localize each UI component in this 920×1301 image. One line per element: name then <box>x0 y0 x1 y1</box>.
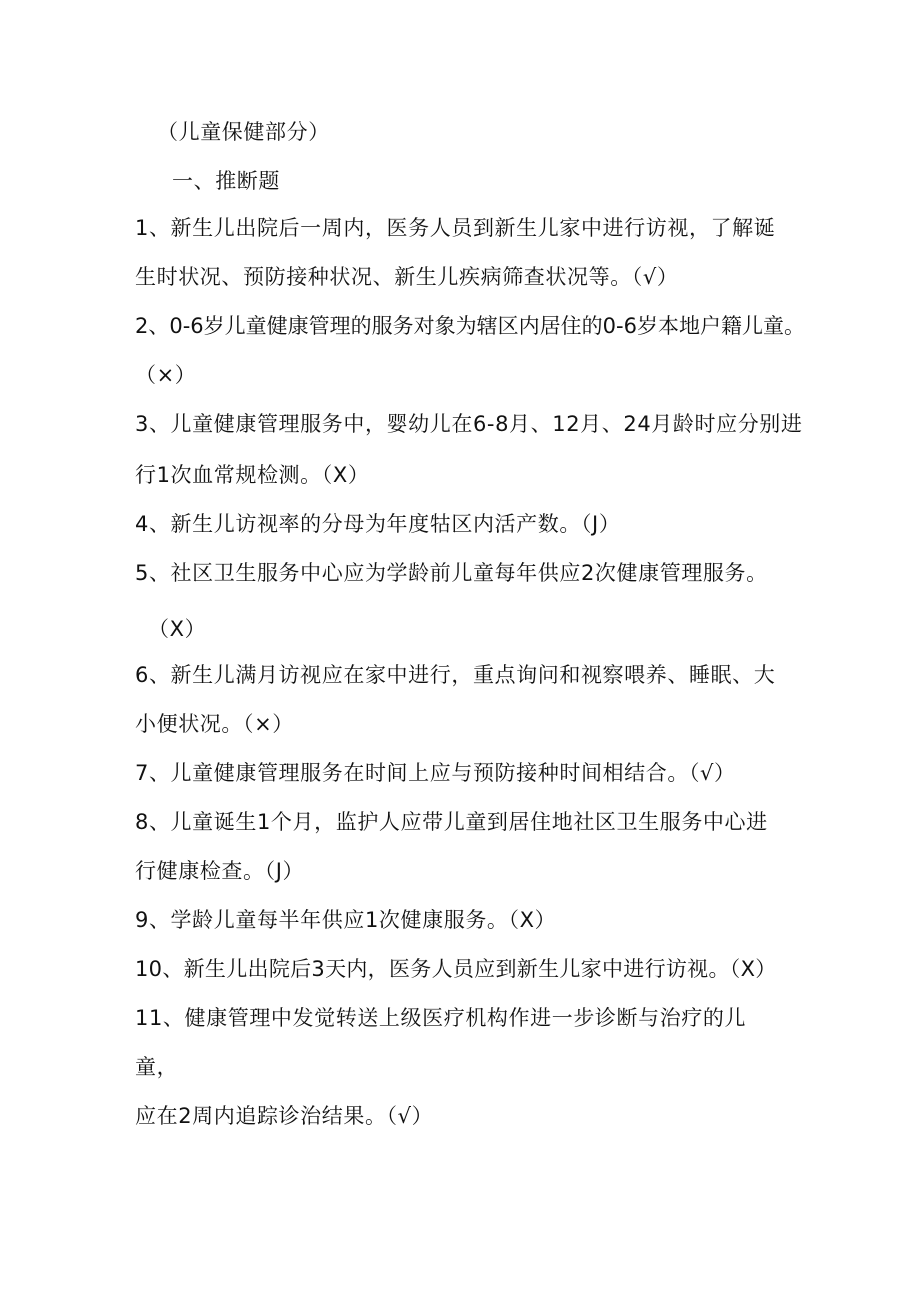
question-6-line-1: 6、新生儿满月访视应在家中进行，重点询问和视察喂养、睡眠、大 <box>135 663 776 687</box>
section-title: （儿童保健部分） <box>157 120 330 144</box>
question-8-line-1: 8、儿童诞生1个月，监护人应带儿童到居住地社区卫生服务中心进 <box>135 810 768 834</box>
question-11-line-1: 11、健康管理中发觉转送上级医疗机构作进一步诊断与治疗的儿 <box>135 1006 747 1030</box>
question-1-line-1: 1、新生儿出院后一周内，医务人员到新生儿家中进行访视，了解诞 <box>135 216 776 240</box>
question-5-line-2: （X） <box>148 617 207 641</box>
question-5-line-1: 5、社区卫生服务中心应为学龄前儿童每年供应2次健康管理服务。 <box>135 561 768 585</box>
subsection-title: 一、推断题 <box>172 169 280 193</box>
question-2-line-2: （×） <box>135 363 197 387</box>
question-10-line-1: 10、新生儿出院后3天内，医务人员应到新生儿家中进行访视。（X） <box>135 957 777 981</box>
question-6-line-2: 小便状况。（×） <box>135 712 294 736</box>
question-11-line-3: 应在2周内追踪诊治结果。（√） <box>135 1104 434 1128</box>
question-4-line-1: 4、新生儿访视率的分母为年度牯区内活产数。（J） <box>135 512 621 536</box>
question-1-line-2: 生时状况、预防接种状况、新生儿疾病筛查状况等。（√） <box>135 265 679 289</box>
question-3-line-2: 行1次血常规检测。（X） <box>135 463 370 487</box>
question-11-line-2: 童， <box>135 1055 179 1079</box>
question-8-line-2: 行健康检查。（J） <box>135 859 305 883</box>
question-7-line-1: 7、儿童健康管理服务在时间上应与预防接种时间相结合。（√） <box>135 761 736 785</box>
question-9-line-1: 9、学龄儿童每半年供应1次健康服务。（X） <box>135 908 557 932</box>
question-2-line-1: 2、0-6岁儿童健康管理的服务对象为辖区内居住的0-6岁本地户籍儿童。 <box>135 314 805 338</box>
question-3-line-1: 3、儿童健康管理服务中，婴幼儿在6-8月、12月、24月龄时应分别进 <box>135 412 803 436</box>
